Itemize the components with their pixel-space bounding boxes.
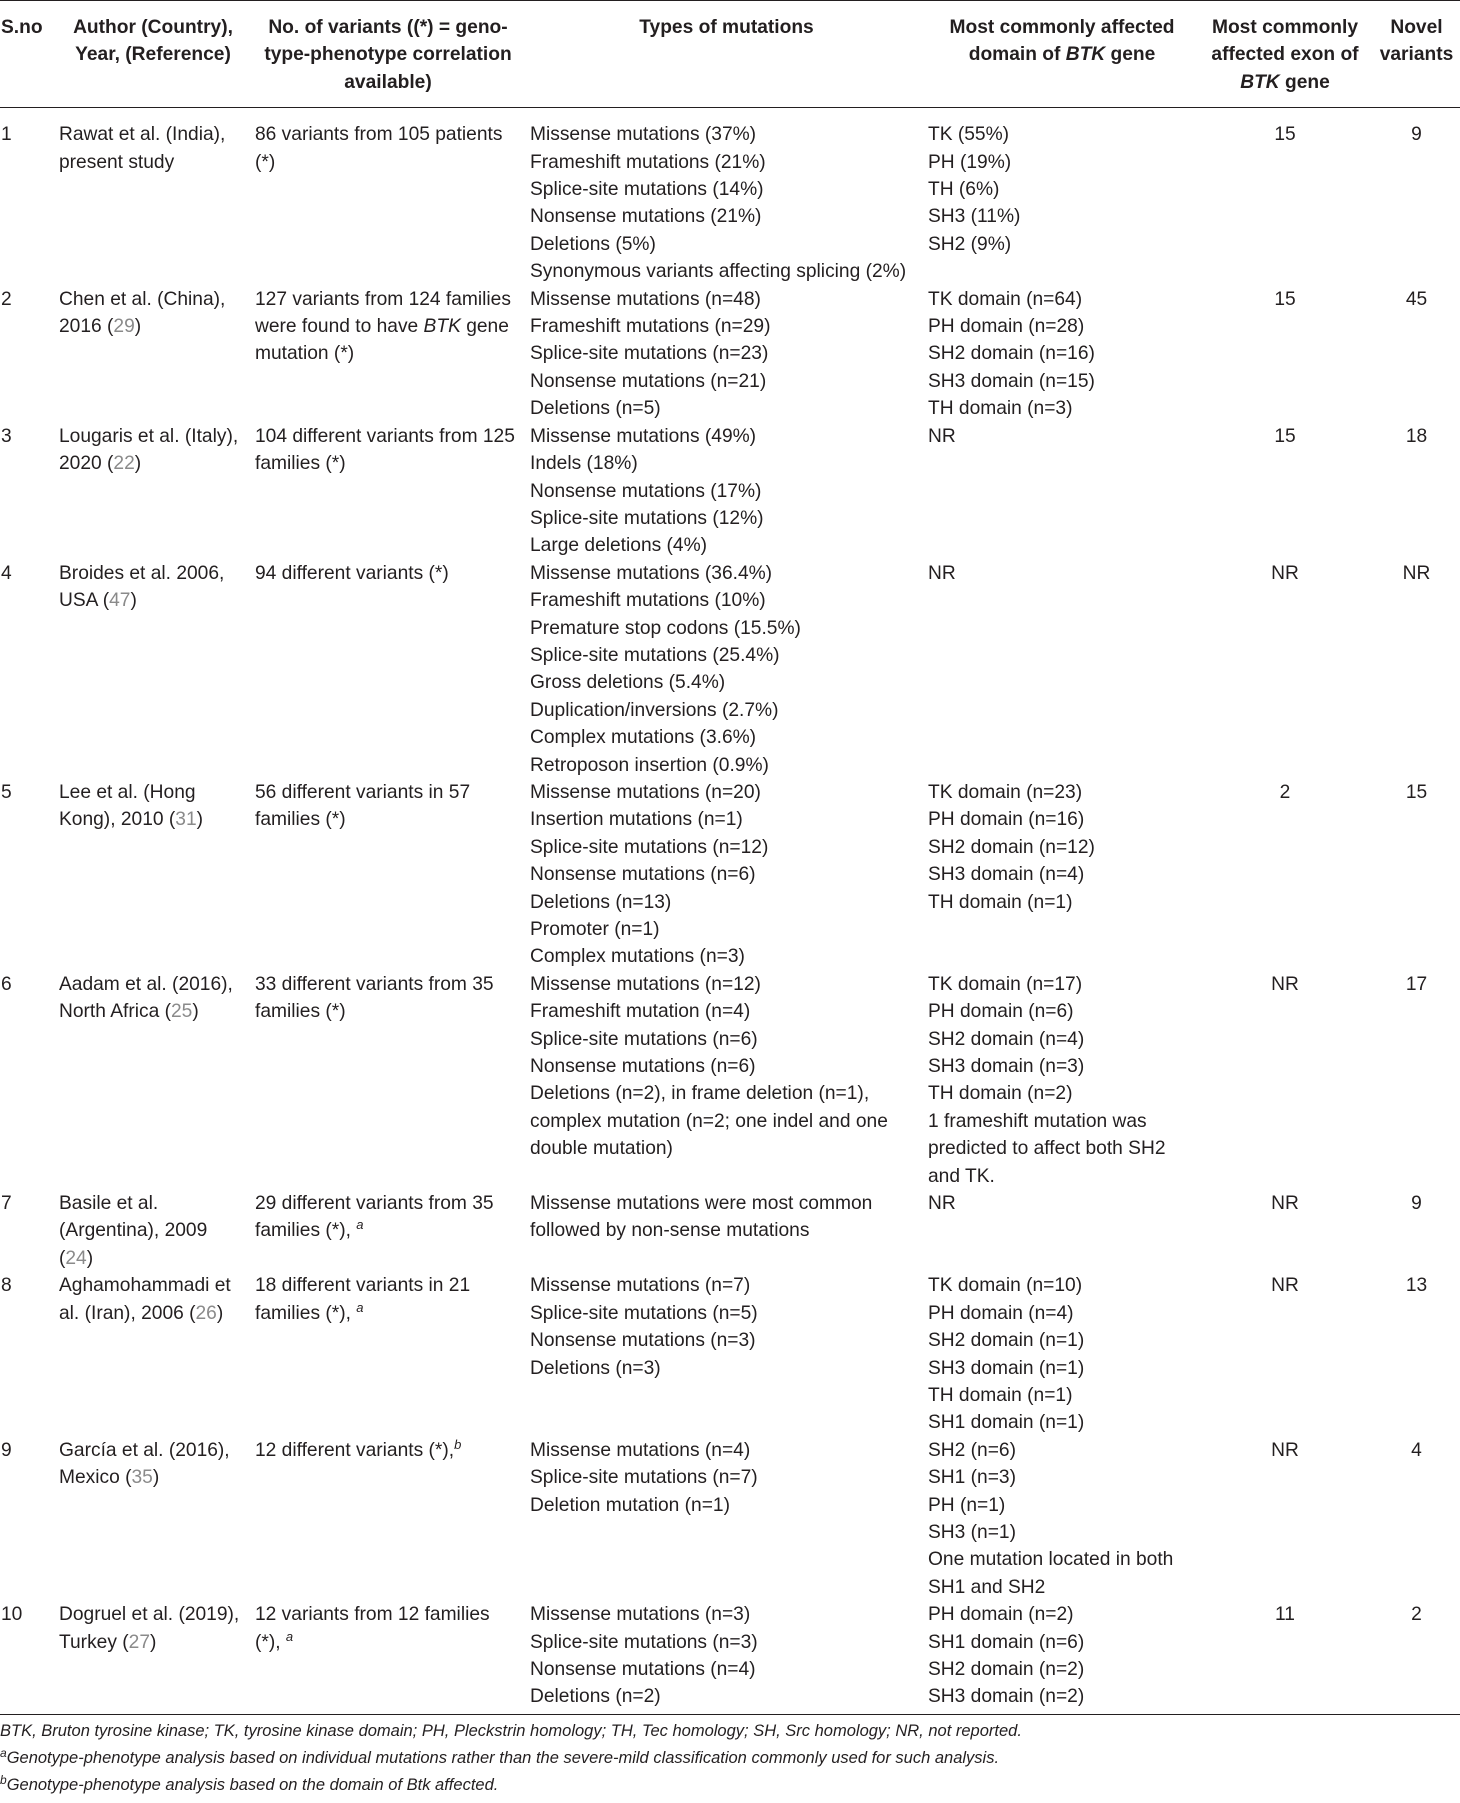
cell-mutation-types	[529, 1601, 927, 1714]
mutation-type-item: Complex mutations (n=3)	[530, 946, 745, 968]
cell-sno: 2	[1, 288, 12, 310]
mutation-type-item: Nonsense mutations (21%)	[530, 206, 762, 228]
domain-item: TK domain (n=17)	[928, 973, 1083, 995]
gene-name: BTK	[423, 316, 461, 338]
domain-item: TH domain (n=1)	[928, 891, 1073, 913]
cell-affected-exon: NR	[1271, 973, 1299, 995]
author-text: Rawat et al. (India), present study	[59, 124, 226, 173]
cell-sno: 1	[1, 124, 12, 146]
cell-novel-variants: 9	[1411, 124, 1422, 146]
cell-affected-exon: NR	[1271, 1439, 1299, 1461]
cell-mutation-types	[529, 286, 927, 423]
domain-item: SH3 domain (n=15)	[928, 370, 1095, 392]
mutation-type-item: Nonsense mutations (n=6)	[530, 864, 756, 886]
domain-item: PH domain (n=28)	[928, 316, 1085, 338]
mutation-type-item: Splice-site mutations (n=12)	[530, 836, 769, 858]
domain-item: SH2 domain (n=1)	[928, 1330, 1085, 1352]
author-tail: )	[216, 1302, 224, 1324]
cell-sno: 5	[1, 781, 12, 803]
domain-item: TK (55%)	[928, 124, 1010, 146]
cell-author	[59, 560, 247, 779]
cell-mutation-types	[529, 1437, 927, 1601]
variants-text: 56 different variants in 57 families (*)	[255, 781, 471, 831]
domain-item: SH2 domain (n=16)	[928, 343, 1095, 365]
domain-item: SH3 domain (n=1)	[928, 1357, 1085, 1379]
mutation-type-item: Deletions (n=3)	[530, 1357, 661, 1379]
mutation-type-item: Frameshift mutations (21%)	[530, 151, 766, 173]
domain-item: TK domain (n=64)	[928, 288, 1083, 310]
cell-affected-domain	[927, 971, 1197, 1190]
author-text: Chen et al. (China), 2016 (	[59, 288, 226, 338]
mutation-type-item: Retroposon insertion (0.9%)	[530, 754, 769, 776]
author-tail: )	[134, 453, 142, 475]
cell-novel-variants: 13	[1405, 1275, 1428, 1297]
header-row	[0, 1, 1460, 108]
reference-link: 47	[109, 590, 131, 612]
cell-variants	[247, 108, 529, 286]
mutation-type-item: Large deletions (4%)	[530, 535, 708, 557]
reference-link: 24	[65, 1247, 87, 1269]
reference-link: 35	[131, 1467, 153, 1489]
cell-mutation-types	[529, 108, 927, 286]
domain-item: SH3 (11%)	[928, 206, 1021, 228]
cell-affected-exon: 11	[1275, 1604, 1295, 1626]
domain-item: SH3 domain (n=4)	[928, 864, 1085, 886]
variants-text: 12 different variants (*),	[255, 1439, 455, 1461]
mutation-type-item: Promoter (n=1)	[530, 919, 660, 940]
variants-text: 29 different variants from 35 families (*),	[255, 1193, 494, 1242]
cell-sno: 4	[1, 562, 12, 584]
mutation-type-item: Deletions (n=2), in frame deletion (n=1), complex mutation (n=2; one indel and one double mutation)	[530, 1083, 888, 1160]
mutation-type-item: Splice-site mutations (n=23)	[530, 343, 769, 365]
cell-sno: 6	[1, 973, 12, 995]
header-author: Author (Country), Year, (Reference)	[73, 17, 233, 66]
mutation-type-item: Missense mutations (n=12)	[530, 973, 761, 995]
domain-item: TH domain (n=1)	[928, 1384, 1073, 1406]
cell-author	[59, 108, 247, 286]
reference-link: 26	[195, 1302, 217, 1324]
mutation-type-item: Missense mutations (n=7)	[530, 1275, 751, 1297]
table-footnotes	[0, 1718, 1460, 1799]
variants-text: 33 different variants from 35 families (*)	[255, 973, 494, 1023]
domain-item: SH3 domain (n=2)	[928, 1686, 1085, 1708]
cell-affected-domain	[927, 1437, 1197, 1601]
mutation-type-item: Splice-site mutations (25.4%)	[530, 644, 780, 666]
domain-item: PH domain (n=16)	[928, 809, 1085, 831]
cell-variants	[247, 1437, 529, 1601]
variants-text: 94 different variants (*)	[255, 562, 449, 584]
domain-item: SH3 domain (n=3)	[928, 1056, 1085, 1078]
mutation-type-item: Missense mutations (n=3)	[530, 1604, 751, 1626]
footnote-marker: a	[356, 1217, 364, 1233]
mutation-type-item: Indels (18%)	[530, 453, 638, 475]
cell-variants	[247, 1272, 529, 1436]
cell-mutation-types	[529, 1272, 927, 1436]
mutation-type-item: Frameshift mutations (10%)	[530, 590, 766, 612]
table-body	[0, 108, 1460, 1715]
header-exon: Most commonly affected exon of BTK gene	[1211, 17, 1359, 93]
domain-item: SH2 (9%)	[928, 233, 1012, 255]
cell-affected-exon: NR	[1271, 1193, 1299, 1215]
cell-sno: 8	[1, 1275, 12, 1297]
mutation-type-item: Deletions (5%)	[530, 233, 656, 255]
cell-novel-variants: 17	[1405, 973, 1428, 995]
author-tail: )	[86, 1247, 94, 1269]
domain-item: TK domain (n=23)	[928, 781, 1083, 803]
footnote-marker: b	[454, 1436, 462, 1452]
variants-text: 127 variants from 124 families were found to have	[255, 288, 511, 338]
cell-affected-exon: 15	[1274, 288, 1296, 310]
domain-item: TK domain (n=10)	[928, 1275, 1083, 1297]
table-row	[0, 1437, 1460, 1601]
footnote-abbreviations: BTK, Bruton tyrosine kinase; TK, tyrosine kinase domain; PH, Pleckstrin homology; TH, Tec homology; SH, Src homology; NR, not reported.	[0, 1722, 1022, 1740]
cell-variants	[247, 779, 529, 971]
mutation-type-item: Complex mutations (3.6%)	[530, 727, 757, 749]
mutation-type-item: Nonsense mutations (n=4)	[530, 1658, 756, 1680]
author-text: Dogruel et al. (2019), Turkey (	[59, 1604, 240, 1653]
author-text: Basile et al. (Argentina), 2009 (	[59, 1193, 208, 1269]
cell-author	[59, 1190, 247, 1272]
domain-item: SH1 domain (n=6)	[928, 1631, 1085, 1653]
cell-mutation-types	[529, 779, 927, 971]
author-tail: )	[192, 1001, 199, 1023]
cell-novel-variants: NR	[1402, 562, 1431, 584]
mutation-type-item: Splice-site mutations (12%)	[530, 507, 764, 529]
author-tail: )	[152, 1467, 160, 1489]
domain-item: TH domain (n=2)	[928, 1083, 1073, 1105]
cell-mutation-types	[529, 1190, 927, 1272]
mutation-type-item: Missense mutations (49%)	[530, 425, 757, 447]
author-text: García et al. (2016), Mexico (	[59, 1439, 230, 1489]
footnote-b: $^b$Genotype-phenotype analysis based on the domain of Btk affected.	[0, 1773, 499, 1794]
domain-item: 1 frameshift mutation was predicted to affect both SH2 and TK.	[928, 1110, 1166, 1187]
header-types: Types of mutations	[639, 17, 814, 38]
domain-item: PH (19%)	[928, 151, 1012, 173]
mutation-type-item: Nonsense mutations (17%)	[530, 480, 762, 502]
mutation-type-item: Nonsense mutations (n=3)	[530, 1330, 756, 1352]
cell-variants	[247, 423, 529, 560]
domain-item: SH2 domain (n=4)	[928, 1028, 1085, 1050]
mutation-type-item: Splice-site mutations (n=3)	[530, 1631, 758, 1653]
cell-affected-exon: 15	[1274, 425, 1296, 447]
cell-affected-exon: NR	[1271, 1275, 1299, 1297]
cell-author	[59, 286, 247, 423]
cell-variants	[247, 1190, 529, 1272]
cell-author	[59, 1272, 247, 1436]
footnote-marker: a	[356, 1299, 364, 1315]
mutation-type-item: Deletion mutation (n=1)	[530, 1494, 730, 1516]
mutation-type-item: Frameshift mutations (n=29)	[530, 316, 771, 338]
cell-affected-domain	[927, 1272, 1197, 1436]
domain-item: SH2 domain (n=2)	[928, 1658, 1085, 1680]
cell-novel-variants: 45	[1405, 288, 1428, 310]
author-text: Broides et al. 2006, USA (	[59, 562, 225, 612]
domain-item: SH3 (n=1)	[928, 1521, 1016, 1543]
reference-link: 29	[113, 316, 135, 338]
domain-item: SH2 (n=6)	[928, 1439, 1016, 1461]
reference-link: 31	[175, 809, 197, 831]
author-text: Lougaris et al. (Italy), 2020 (	[59, 425, 239, 475]
cell-variants	[247, 286, 529, 423]
cell-author	[59, 1601, 247, 1714]
table-header	[0, 1, 1460, 108]
author-text: Aghamohammadi et al. (Iran), 2006 (	[59, 1275, 231, 1324]
header-novel: Novel variants	[1379, 17, 1454, 66]
cell-novel-variants: 18	[1405, 425, 1428, 447]
domain-item: SH1 (n=3)	[928, 1467, 1016, 1489]
footnote-a: $^a$Genotype-phenotype analysis based on individual mutations rather than the severe-mild classification commonly used for such analysis.	[0, 1746, 1000, 1767]
reference-link: 27	[128, 1631, 150, 1653]
domain-item: TH domain (n=3)	[928, 398, 1073, 420]
table-row	[0, 423, 1460, 560]
author-tail: )	[134, 316, 142, 338]
cell-novel-variants: 15	[1405, 781, 1428, 803]
mutation-type-item: Synonymous variants affecting splicing (2%)	[530, 261, 907, 283]
cell-sno: 3	[1, 425, 12, 447]
domain-item: PH domain (n=6)	[928, 1001, 1074, 1023]
domain-item: TH (6%)	[928, 179, 1000, 201]
cell-affected-exon: 15	[1274, 124, 1296, 146]
domain-item: NR	[928, 562, 956, 584]
author-tail: )	[130, 590, 137, 612]
variants-text: 104 different variants from 125 families (*)	[255, 425, 515, 475]
domain-item: One mutation located in both SH1 and SH2	[928, 1549, 1174, 1598]
mutation-type-item: Premature stop codons (15.5%)	[530, 617, 801, 639]
author-text: Lee et al. (Hong Kong), 2010 (	[59, 781, 196, 831]
table-row	[0, 560, 1460, 779]
mutation-type-item: Deletions (n=2)	[530, 1686, 661, 1708]
cell-affected-domain	[927, 560, 1197, 779]
cell-novel-variants: 2	[1411, 1604, 1422, 1626]
mutation-type-item: Nonsense mutations (n=21)	[530, 370, 767, 392]
table-row	[0, 286, 1460, 423]
variants-text: 12 variants from 12 families (*),	[255, 1604, 490, 1653]
mutation-type-item: Deletions (n=5)	[530, 398, 661, 420]
cell-author	[59, 971, 247, 1190]
mutation-type-item: Missense mutations (n=4)	[530, 1439, 751, 1461]
domain-item: NR	[928, 1193, 956, 1215]
cell-affected-domain	[927, 423, 1197, 560]
table-row	[0, 971, 1460, 1190]
mutation-type-item: Nonsense mutations (n=6)	[530, 1056, 756, 1078]
domain-item: PH domain (n=2)	[928, 1604, 1074, 1626]
mutation-type-item: Splice-site mutations (n=7)	[530, 1467, 758, 1489]
cell-mutation-types	[529, 560, 927, 779]
domain-item: SH1 domain (n=1)	[928, 1412, 1085, 1434]
table-row	[0, 108, 1460, 286]
header-sno: S.no	[1, 17, 43, 38]
cell-sno: 7	[1, 1193, 12, 1215]
cell-affected-domain	[927, 108, 1197, 286]
cell-author	[59, 779, 247, 971]
mutation-type-item: Duplication/inversions (2.7%)	[530, 699, 779, 721]
cell-affected-exon: 2	[1279, 781, 1291, 803]
domain-item: NR	[928, 425, 956, 447]
cell-affected-exon: NR	[1271, 562, 1299, 584]
author-tail: )	[196, 809, 204, 831]
mutation-type-item: Gross deletions (5.4%)	[530, 672, 726, 694]
domain-item: PH (n=1)	[928, 1494, 1006, 1516]
table-row	[0, 1190, 1460, 1272]
cell-variants	[247, 971, 529, 1190]
variants-text: 86 variants from 105 patients (*)	[255, 124, 503, 173]
cell-affected-domain	[927, 1601, 1197, 1714]
author-text: Aadam et al. (2016), North Africa (	[59, 973, 233, 1023]
cell-affected-domain	[927, 286, 1197, 423]
cell-novel-variants: 9	[1411, 1193, 1422, 1215]
cell-mutation-types	[529, 423, 927, 560]
header-variants: No. of variants ((*) = geno-type-phenotype correlation available)	[264, 17, 512, 93]
mutation-type-item: Frameshift mutation (n=4)	[530, 1001, 751, 1023]
cell-affected-domain	[927, 779, 1197, 971]
header-domain: Most commonly affected domain of BTK gene	[949, 17, 1175, 66]
cell-sno: 9	[1, 1439, 12, 1461]
cell-mutation-types	[529, 971, 927, 1190]
variants-tail: gene mutation (*)	[255, 316, 509, 365]
variants-text: 18 different variants in 21 families (*),	[255, 1275, 471, 1324]
table-row	[0, 779, 1460, 971]
mutation-type-item: Missense mutations (36.4%)	[530, 562, 773, 584]
footnote-marker: a	[285, 1628, 294, 1644]
mutation-type-item: Missense mutations (n=48)	[530, 288, 761, 310]
domain-item: PH domain (n=4)	[928, 1302, 1074, 1324]
mutation-type-item: Deletions (n=13)	[530, 891, 672, 913]
cell-author	[59, 423, 247, 560]
table-row	[0, 1272, 1460, 1436]
mutation-type-item: Insertion mutations (n=1)	[530, 809, 743, 831]
mutation-type-item: Missense mutations were most common followed by non-sense mutations	[530, 1193, 873, 1242]
reference-link: 25	[170, 1001, 193, 1023]
mutation-type-item: Missense mutations (n=20)	[530, 781, 761, 803]
cell-variants	[247, 560, 529, 779]
mutation-type-item: Splice-site mutations (n=6)	[530, 1028, 758, 1050]
cell-author	[59, 1437, 247, 1601]
domain-item: SH2 domain (n=12)	[928, 836, 1095, 858]
cell-variants	[247, 1601, 529, 1714]
mutation-type-item: Splice-site mutations (14%)	[530, 179, 764, 201]
mutation-type-item: Splice-site mutations (n=5)	[530, 1302, 758, 1324]
reference-link: 22	[113, 453, 135, 475]
table-row	[0, 1601, 1460, 1714]
author-tail: )	[150, 1631, 157, 1653]
cell-sno: 10	[1, 1604, 23, 1626]
cell-affected-domain	[927, 1190, 1197, 1272]
cell-novel-variants: 4	[1411, 1439, 1422, 1461]
mutation-type-item: Missense mutations (37%)	[530, 124, 757, 146]
